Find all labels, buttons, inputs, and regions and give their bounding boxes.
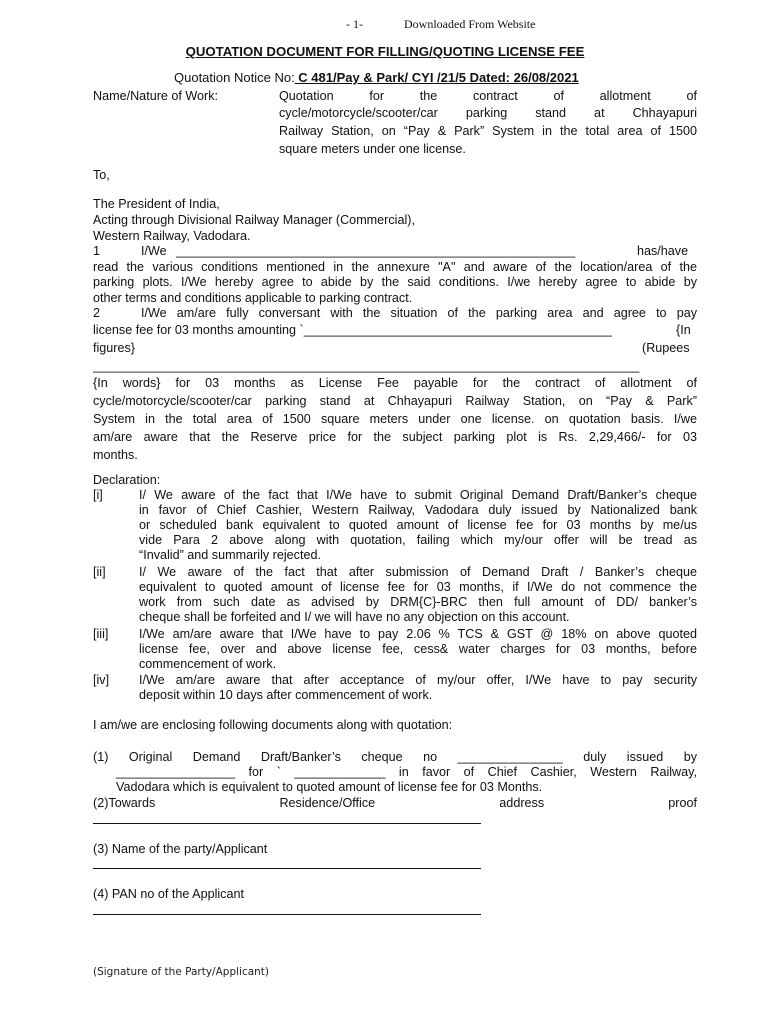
declaration-iv-line-2: deposit within 10 days after commencement of work. (139, 688, 433, 702)
notice-value: C 481/Pay & Park/ CYI /21/5 Dated: 26/08/2021 (294, 70, 579, 85)
declaration-iii-line-2: license fee, over and above license fee, cess& water charges for 03 months, before (139, 642, 697, 656)
doc-2-label: (2)Towards Residence/Office address proof (93, 796, 697, 810)
para2-line-9: months. (93, 448, 138, 462)
to-label: To, (93, 168, 110, 182)
signature-label: (Signature of the Party/Applicant) (93, 966, 270, 978)
declaration-i-line-5: “Invalid” and summarily rejected. (139, 548, 321, 562)
para2-line-7: System in the total area of 1500 square meters under one license. on quotation basis. I/we (93, 412, 697, 426)
work-line-4: square meters under one license. (279, 142, 466, 156)
declaration-ii-line-3: work from such date as advised by DRM{C}-BRC then full amount of DD/ banker’s (139, 595, 697, 609)
declaration-label-iii: [iii] (93, 627, 109, 641)
work-label: Name/Nature of Work: (93, 89, 219, 103)
doc-3-label: (3) Name of the party/Applicant (93, 842, 268, 856)
para2-words-blank[interactable]: ______________________________________________________________________________ (93, 359, 640, 373)
para1-line-4: other terms and conditions applicable to parking contract. (93, 291, 413, 305)
para2-line-1: I/We am/are fully conversant with the situation of the parking area and agree to pay (141, 306, 697, 320)
page-number: - 1- (346, 17, 363, 31)
para1-start: I/We (141, 244, 167, 258)
enclosing-statement: I am/we are enclosing following documents along with quotation: (93, 718, 453, 732)
declaration-ii-line-2: equivalent to quoted amount of license fee for 03 months, if I/We do not commence the (139, 580, 697, 594)
doc-3-blank-line[interactable] (93, 868, 481, 869)
para2-line-8: am/are aware that the Reserve price for the subject parking plot is Rs. 2,29,466/- for 03 (93, 430, 697, 444)
para2-line-5: {In words} for 03 months as License Fee payable for the contract of allotment of (93, 376, 697, 390)
declaration-label-ii: [ii] (93, 565, 106, 579)
para2-figures-label: figures} (93, 341, 136, 355)
declaration-iii-line-3: commencement of work. (139, 657, 277, 671)
work-line-1: Quotation for the contract of allotment of (279, 89, 697, 103)
doc-4-blank-line[interactable] (93, 914, 481, 915)
declaration-iii-line-1: I/We am/are aware that I/We have to pay 2.06 % TCS & GST @ 18% on above quoted (139, 627, 697, 641)
para2-fee-figures-blank[interactable]: license fee for 03 months amounting `____________________________________________ (93, 323, 612, 337)
work-line-3: Railway Station, on “Pay & Park” System in the total area of 1500 (279, 124, 697, 138)
address-line-1: The President of India, (93, 197, 220, 211)
declaration-i-line-2: in favor of Chief Cashier, Western Railway, Vadodara duly issued by Nationalized bank (139, 503, 697, 517)
declaration-ii-line-4: cheque shall be forfeited and I/ we will have no any objection on this account. (139, 610, 570, 624)
para1-number: 1 (93, 244, 101, 258)
work-line-2: cycle/motorcycle/scooter/car parking stand at Chhayapuri (279, 106, 697, 120)
address-line-3: Western Railway, Vadodara. (93, 229, 251, 243)
declaration-i-line-3: or scheduled bank equivalent to quoted amount of license fee for 03 months by me/us (139, 518, 697, 532)
declaration-i-line-1: I/ We aware of the fact that I/We have to submit Original Demand Draft/Banker’s cheque (139, 488, 697, 502)
address-line-2: Acting through Divisional Railway Manager (Commercial), (93, 213, 415, 227)
para2-in-label: {In (676, 323, 691, 337)
declaration-label-i: [i] (93, 488, 103, 502)
notice-label: Quotation Notice No: (174, 70, 295, 85)
para1-end: has/have (637, 244, 689, 258)
declaration-iv-line-1: I/We am/are aware that after acceptance of my/our offer, I/We have to pay security (139, 673, 697, 687)
document-title: QUOTATION DOCUMENT FOR FILLING/QUOTING LICENSE FEE (185, 44, 585, 59)
para2-number: 2 (93, 306, 101, 320)
declaration-heading: Declaration: (93, 473, 161, 487)
para1-line-2: read the various conditions mentioned in the annexure "A" and aware of the location/area of the (93, 260, 697, 274)
declaration-i-line-4: vide Para 2 above along with quotation, failing which my/our offer will be tread as (139, 533, 697, 547)
para2-rupees-label: (Rupees (642, 341, 690, 355)
declaration-ii-line-1: I/ We aware of the fact that after submission of Demand Draft / Banker’s cheque (139, 565, 697, 579)
quotation-notice (174, 70, 579, 86)
declaration-label-iv: [iv] (93, 673, 110, 687)
download-note: Downloaded From Website (404, 17, 536, 31)
doc-4-label: (4) PAN no of the Applicant (93, 887, 244, 901)
doc-1-line-2[interactable]: _________________ for ` _____________ in favor of Chief Cashier, Western Railway, (116, 765, 697, 779)
para1-line-3: parking plots. I/We hereby agree to abide by the said conditions. I/we hereby agree to abide by (93, 275, 697, 289)
doc-1-line-3: Vadodara which is equivalent to quoted amount of license fee for 03 Months. (116, 780, 543, 794)
para1-name-blank[interactable]: _________________________________________________________ (176, 244, 576, 258)
para2-line-6: cycle/motorcycle/scooter/car parking stand at Chhayapuri Railway Station, on “Pay & Park” (93, 394, 697, 408)
doc-1-line-1[interactable]: (1) Original Demand Draft/Banker’s cheque no _______________ duly issued by (93, 750, 697, 764)
doc-2-blank-line[interactable] (93, 823, 481, 824)
